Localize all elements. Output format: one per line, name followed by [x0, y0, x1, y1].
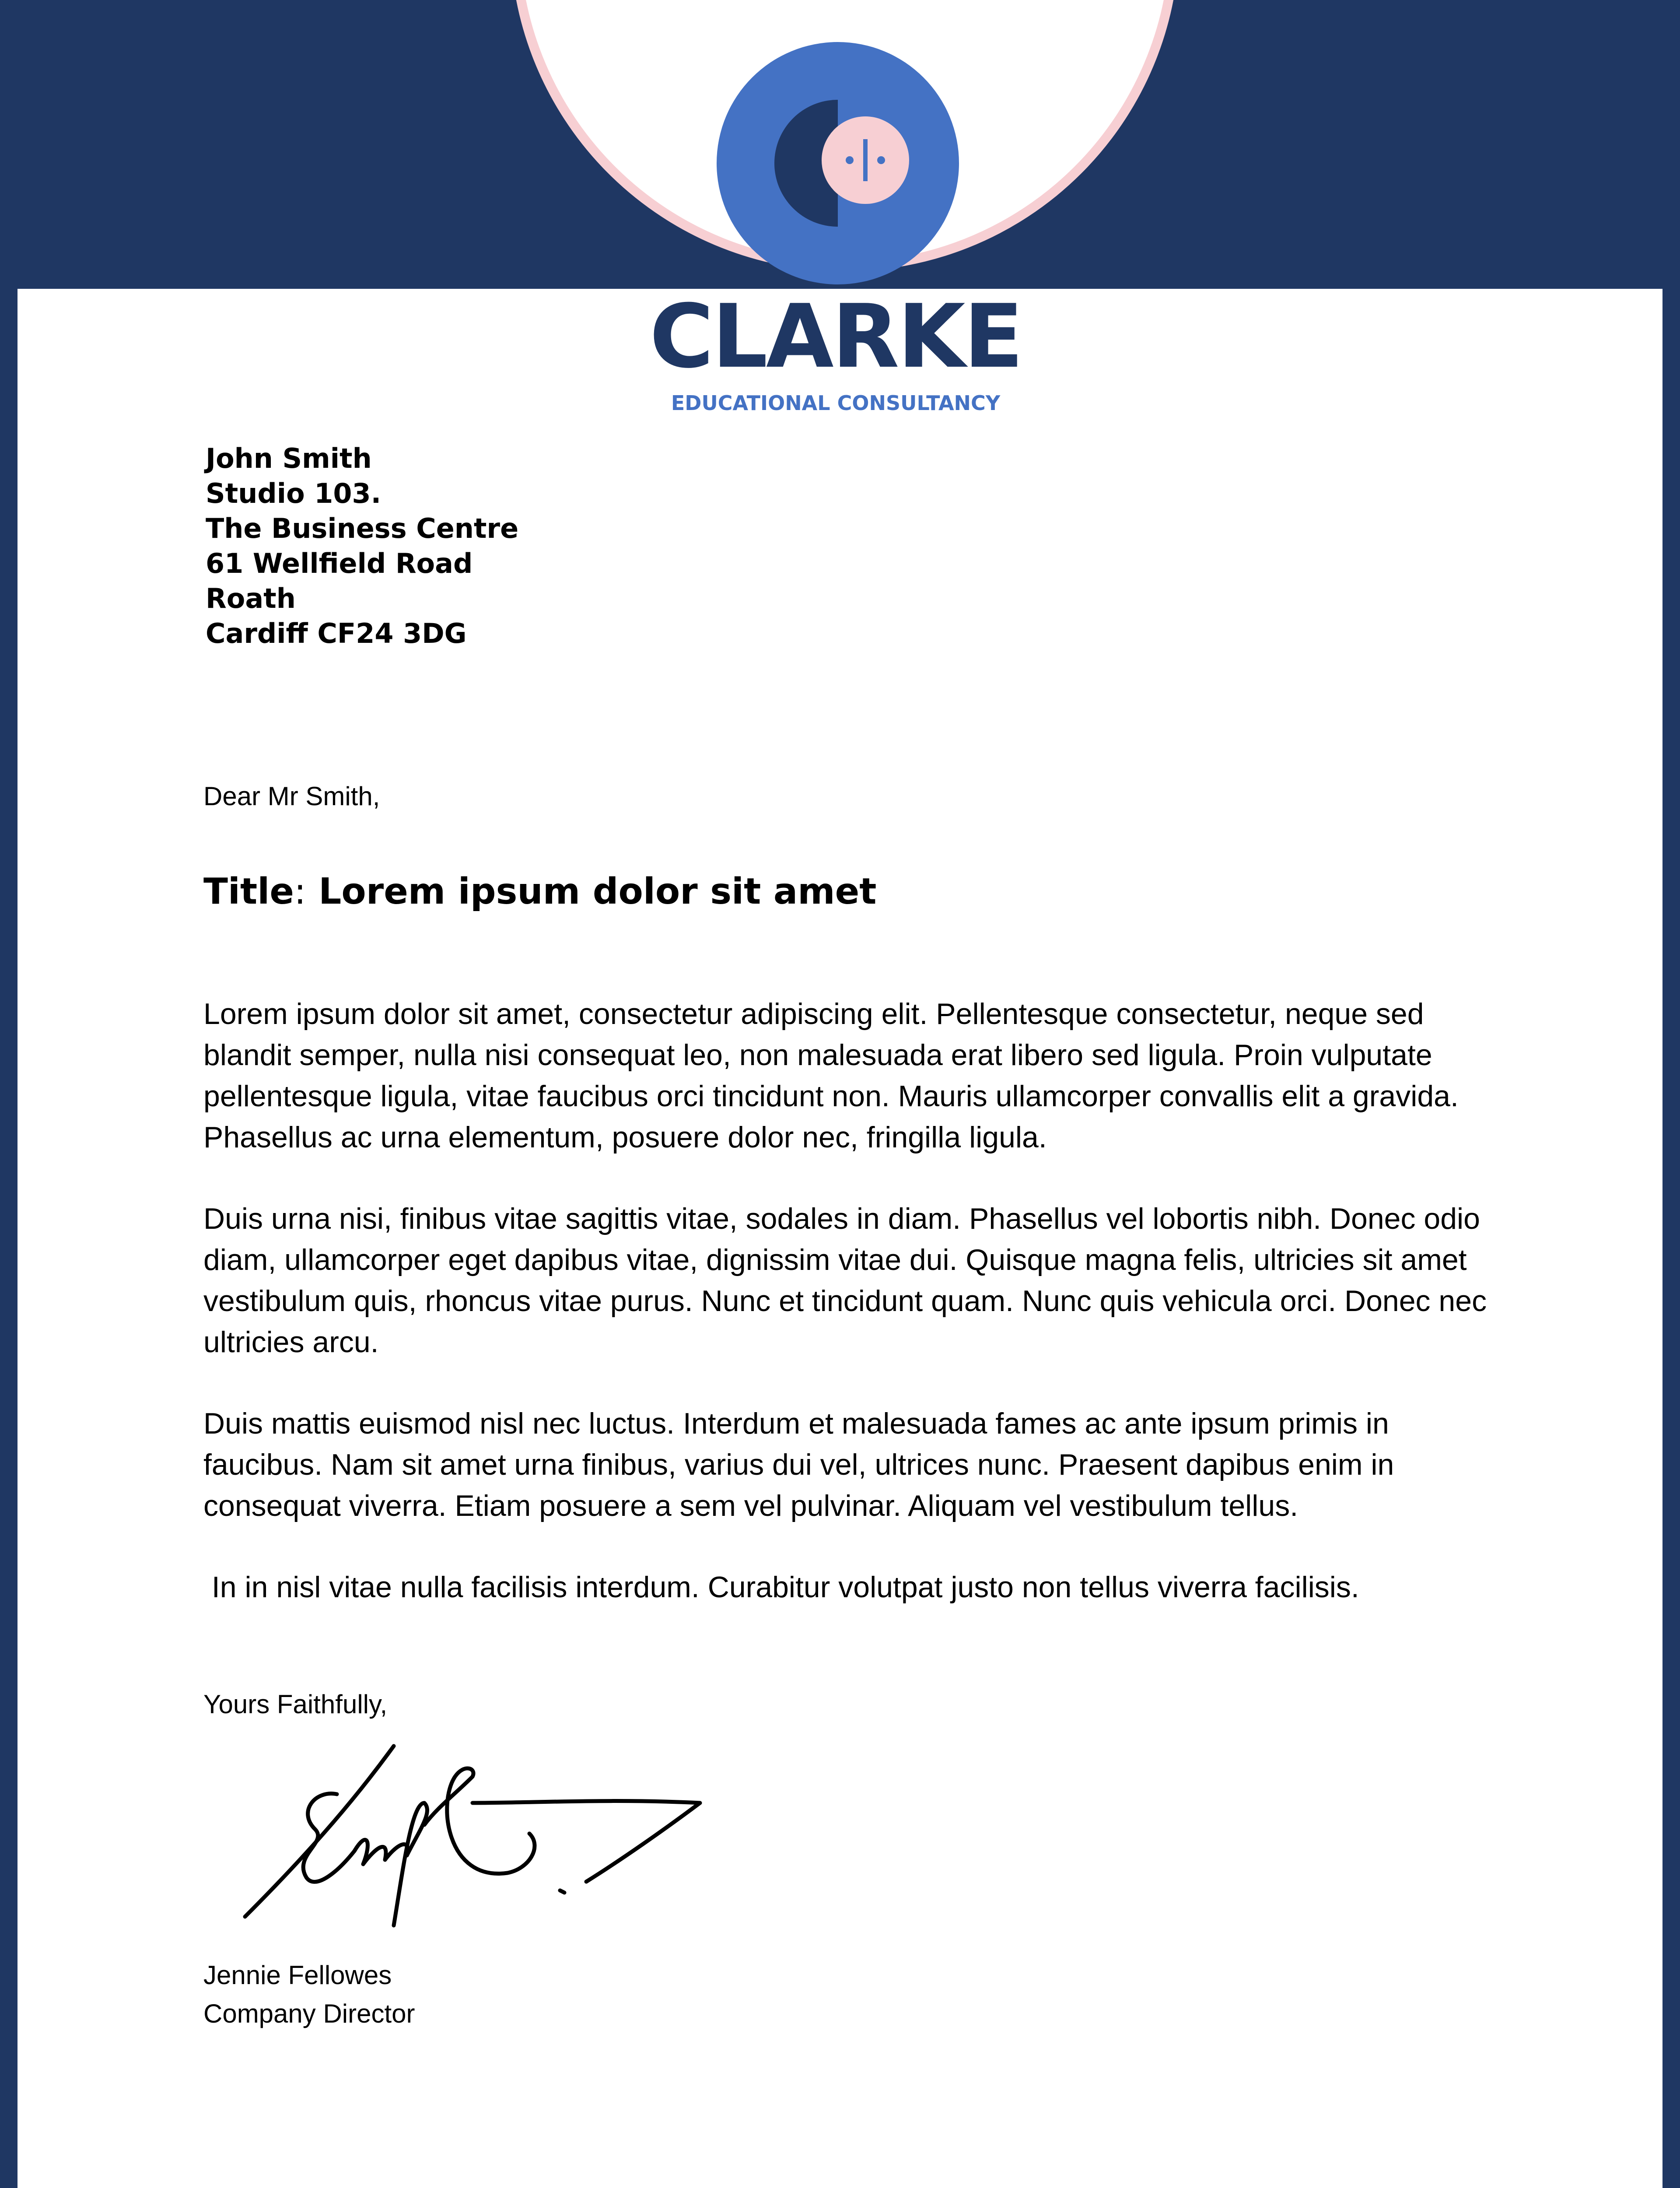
address-line: Studio 103.	[206, 477, 382, 509]
address-line: 61 Wellfield Road	[206, 547, 473, 579]
title-prefix: Title	[203, 871, 294, 912]
title-text: Lorem ipsum dolor sit amet	[318, 871, 877, 912]
letter-body	[203, 993, 1498, 1648]
body-paragraph: Lorem ipsum dolor sit amet, consectetur adipiscing elit. Pellentesque consectetur, neque sed blandit semper, nulla nisi consequat leo, non malesuada erat libero sed ligula. Proin vulputate pellentesque ligula, vitae faucibus orci tincidunt non. Mauris ullamcorper convallis elit a gravida. Phasellus ac urna elementum, posuere dolor nec, fringilla ligula.	[203, 997, 1459, 1154]
company-logo-icon	[717, 42, 959, 284]
address-line: The Business Centre	[206, 512, 519, 544]
signer-name: Jennie Fellowes	[203, 1960, 392, 1990]
closing: Yours Faithfully,	[203, 1690, 388, 1719]
body-paragraph: Duis urna nisi, finibus vitae sagittis vitae, sodales in diam. Phasellus vel lobortis nibh. Donec odio diam, ullamcorper eget dapibus vitae, dignissim vitae dui. Quisque magna felis, ultricies sit amet vestibulum quis, rhoncus vitae purus. Nunc et tincidunt quam. Nunc quis vehicula orci. Donec nec ultricies arcu.	[203, 1202, 1487, 1359]
recipient-address	[206, 441, 518, 651]
letter-title	[203, 871, 877, 912]
company-tagline: EDUCATIONAL CONSULTANCY	[671, 391, 1001, 415]
signature-image	[228, 1742, 709, 1934]
company-name: CLARKE	[649, 286, 1022, 388]
salutation: Dear Mr Smith,	[203, 782, 380, 811]
address-line: Cardiff CF24 3DG	[206, 617, 467, 649]
address-line: John Smith	[206, 442, 372, 474]
title-separator: :	[294, 871, 306, 912]
body-paragraph: Duis mattis euismod nisl nec luctus. Interdum et malesuada fames ac ante ipsum primis in faucibus. Nam sit amet urna finibus, varius dui vel, ultrices nunc. Praesent dapibus enim in consequat viverra. Etiam posuere a sem vel pulvinar. Aliquam vel vestibulum tellus.	[203, 1407, 1394, 1522]
address-line: Roath	[206, 582, 296, 614]
signer-block	[203, 1956, 415, 2033]
body-paragraph: In in nisl vitae nulla facilisis interdum. Curabitur volutpat justo non tellus viverra facilisis.	[203, 1571, 1359, 1604]
signer-role: Company Director	[203, 1999, 415, 2028]
